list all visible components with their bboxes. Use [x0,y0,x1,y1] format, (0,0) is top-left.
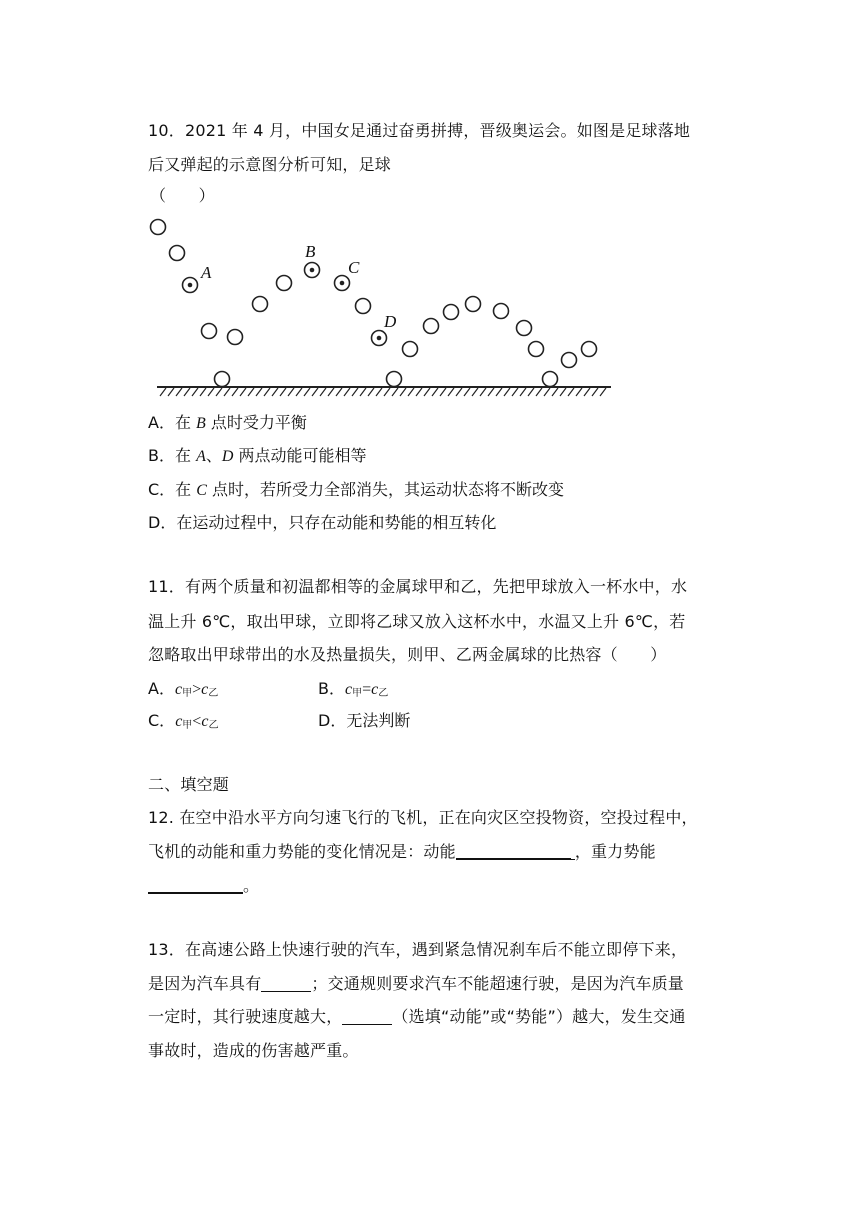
q12-line-1: 12. 在空中沿水平方向匀速飞行的飞机，正在向灾区空投物资，空投过程中， [148,808,698,827]
hatch-stroke [192,388,198,396]
label-B: B [305,242,316,261]
hatch-stroke [440,388,446,396]
hatch-stroke [352,388,358,396]
hatch-stroke [336,388,342,396]
hatch-stroke [344,388,350,396]
q13-line-2: 是因为汽车具有 ；交通规则要求汽车不能超速行驶，是因为汽车质量 [148,974,685,993]
hatch-stroke [544,388,550,396]
hatch-stroke [264,388,270,396]
ball [151,220,166,235]
section-title-fill-in: 二、填空题 [148,775,230,794]
hatch-stroke [560,388,566,396]
hatch-stroke [376,388,382,396]
hatch-stroke [304,388,310,396]
hatch-stroke [312,388,318,396]
hatch-stroke [504,388,510,396]
label-C: C [348,258,360,277]
q13-blank-inertia[interactable] [261,977,311,992]
hatch-stroke [280,388,286,396]
hatch-stroke [496,388,502,396]
q12-blank-kinetic[interactable] [456,844,571,860]
ball-ground-contact [543,372,558,387]
hatch-stroke [584,388,590,396]
hatch-stroke [392,388,398,396]
hatch-stroke [328,388,334,396]
hatch-stroke [472,388,478,396]
hatch-stroke [208,388,214,396]
hatch-stroke [248,388,254,396]
hatch-stroke [296,388,302,396]
q11-line-3: 忽略取出甲球带出的水及热量损失，则甲、乙两金属球的比热容（ ） [148,645,667,664]
q10-option-C[interactable]: C．在 C 点时，若所受力全部消失，其运动状态将不断改变 [148,480,565,499]
q11-option-D[interactable]: D．无法判断 [318,711,411,730]
hatch-stroke [200,388,206,396]
q12-line-3: 。 [148,876,259,896]
ball [517,321,532,336]
hatch-stroke [520,388,526,396]
hatch-stroke [360,388,366,396]
q13-blank-energy[interactable] [342,1010,392,1025]
q13-line-3: 一定时，其行驶速度越大， （选填“动能”或“势能”）越大，发生交通 [148,1007,686,1026]
hatch-stroke [288,388,294,396]
q10-option-A[interactable]: A．在 B 点时受力平衡 [148,413,307,432]
q10-option-B[interactable]: B．在 A、D 两点动能可能相等 [148,446,367,465]
q10-option-D[interactable]: D．在运动过程中，只存在动能和势能的相互转化 [148,513,497,532]
hatch-stroke [240,388,246,396]
q10-answer-paren: （ ） [150,186,215,205]
ball-ground-contact [215,372,230,387]
q11-option-B[interactable]: B．$c_甲=c_乙$ [318,679,389,699]
hatch-stroke [400,388,406,396]
label-D: D [384,312,397,331]
hatch-stroke [480,388,486,396]
ball [424,319,439,334]
ball [403,342,418,357]
label-A: A [201,263,212,282]
ball [562,353,577,368]
hatch-stroke [416,388,422,396]
q13-line-4: 事故时，造成的伤害越严重。 [148,1041,359,1060]
ball [356,299,371,314]
hatch-stroke [464,388,470,396]
hatch-stroke [168,388,174,396]
hatch-stroke [224,388,230,396]
hatch-stroke [232,388,238,396]
q11-line-2: 温上升 6℃，取出甲球，立即将乙球又放入这杯水中，水温又上升 6℃，若 [148,612,686,631]
hatch-stroke [536,388,542,396]
hatch-stroke [552,388,558,396]
ball [529,342,544,357]
hatch-stroke [160,388,166,396]
ball [466,297,481,312]
hatch-stroke [272,388,278,396]
q12-line-2: 飞机的动能和重力势能的变化情况是：动能 ，重力势能 [148,842,656,861]
hatch-stroke [176,388,182,396]
hatch-stroke [448,388,454,396]
q11-option-C[interactable]: C．$c_甲<c_乙$ [148,711,219,731]
hatch-stroke [568,388,574,396]
q13-line-1: 13．在高速公路上快速行驶的汽车，遇到紧急情况刹车后不能立即停下来， [148,940,688,959]
q11-line-1: 11．有两个质量和初温都相等的金属球甲和乙，先把甲球放入一杯水中，水 [148,577,688,596]
ball [277,276,292,291]
ball [253,297,268,312]
q10-line-1: 10．2021 年 4 月，中国女足通过奋勇拼搏，晋级奥运会。如图是足球落地 [148,121,691,140]
hatch-stroke [600,388,606,396]
ball [494,304,509,319]
hatch-stroke [488,388,494,396]
ball [444,305,459,320]
ball-ground-contact [387,372,402,387]
hatch-stroke [576,388,582,396]
hatch-stroke [384,388,390,396]
ball [202,324,217,339]
hatch-stroke [592,388,598,396]
hatch-stroke [256,388,262,396]
hatch-stroke [368,388,374,396]
ball [170,246,185,261]
hatch-stroke [432,388,438,396]
hatch-stroke [528,388,534,396]
hatch-stroke [456,388,462,396]
ball [228,330,243,345]
hatch-stroke [216,388,222,396]
q12-blank-potential[interactable] [148,878,243,894]
hatch-stroke [424,388,430,396]
q11-option-A[interactable]: A．$c_甲>c_乙$ [148,679,219,699]
hatch-stroke [512,388,518,396]
ground-hatching [160,388,606,396]
hatch-stroke [184,388,190,396]
q10-line-2: 后又弹起的示意图分析可知，足球 [148,155,392,174]
ball [582,342,597,357]
hatch-stroke [408,388,414,396]
hatch-stroke [320,388,326,396]
ball-bounce-figure [0,0,860,420]
